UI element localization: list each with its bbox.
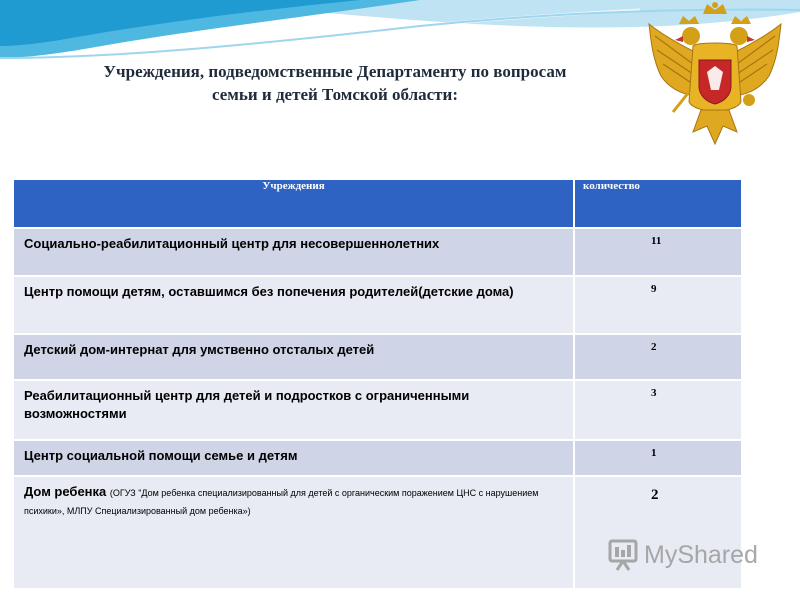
institution-count: 11 (574, 228, 741, 276)
institution-count: 9 (574, 276, 741, 334)
coat-of-arms-emblem (645, 2, 785, 150)
table-row (14, 440, 741, 476)
title-line-2: семьи и детей Томской области: (211, 85, 458, 104)
institution-count: 1 (574, 440, 741, 476)
institution-name: Дом ребенка (24, 484, 107, 499)
myshared-logo-icon (608, 539, 638, 571)
institution-name: Реабилитационный центр для детей и подростков с ограниченными возможностями (14, 380, 574, 440)
institution-count: 2 (574, 476, 741, 588)
watermark-text: MyShared (644, 540, 758, 569)
institution-count: 3 (574, 380, 741, 440)
institution-name: Детский дом-интернат для умственно отсталых детей (14, 334, 574, 380)
institution-name: Центр помощи детям, оставшимся без попечения родителей(детские дома) (14, 276, 574, 334)
title-line-1: Учреждения, подведомственные Департаменту по вопросам (103, 62, 567, 81)
institution-name-cell (14, 476, 574, 588)
table-row (14, 228, 741, 276)
institution-note: (ОГУЗ "Дом ребенка специализированный для детей с органическим поражением ЦНС с нарушением психики», МЛПУ Специализированный дом ребенка») (24, 488, 539, 516)
column-header-institutions: Учреждения (14, 180, 574, 228)
table-row (14, 276, 741, 334)
institution-name: Центр социальной помощи семье и детям (14, 440, 574, 476)
column-header-count: количество (574, 180, 741, 228)
myshared-watermark (608, 538, 758, 572)
table-row (14, 380, 741, 440)
institution-name: Социально-реабилитационный центр для несовершеннолетних (14, 228, 574, 276)
page-title (40, 60, 630, 106)
table-header-row (14, 180, 741, 228)
table-row (14, 334, 741, 380)
institution-count: 2 (574, 334, 741, 380)
institutions-table (14, 180, 741, 588)
